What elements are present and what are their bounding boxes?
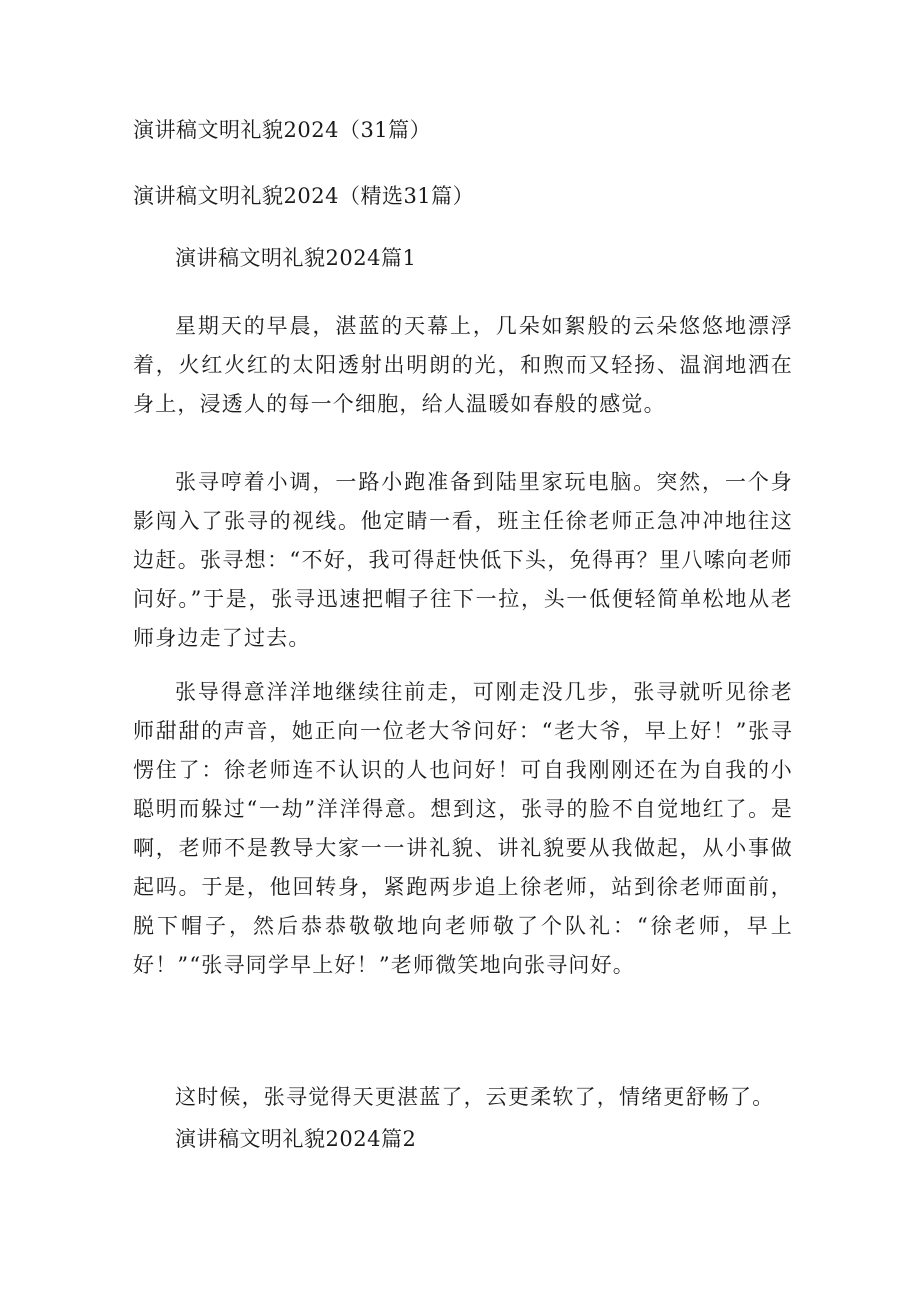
paragraph-4: 这时候，张寻觉得天更湛蓝了，云更柔软了，情绪更舒畅了。 [175, 1085, 775, 1109]
document-title: 演讲稿文明礼貌2024（31篇） [133, 118, 432, 142]
paragraph-1: 星期天的早晨，湛蓝的天幕上，几朵如絮般的云朵悠悠地漂浮着，火红火红的太阳透射出明朗的光，和煦而又轻扬、温润地洒在身上，浸透人的每一个细胞，给人温暖如春般的感觉。 [133, 314, 793, 416]
document-subtitle: 演讲稿文明礼貌2024（精选31篇） [133, 184, 475, 208]
section-heading-2: 演讲稿文明礼貌2024篇2 [175, 1127, 417, 1151]
section-heading-1: 演讲稿文明礼貌2024篇1 [175, 246, 417, 270]
paragraph-2: 张寻哼着小调，一路小跑准备到陆里家玩电脑。突然，一个身影闯入了张寻的视线。他定睛一看，班主任徐老师正急冲冲地往这边赶。张寻想：“不好，我可得赶快低下头，免得再？里八嗦向老师问好。”于是，张寻迅速把帽子往下一拉，头一低便轻简单松地从老师身边走了过去。 [133, 470, 793, 650]
paragraph-3: 张导得意洋洋地继续往前走，可刚走没几步，张寻就听见徐老师甜甜的声音，她正向一位老大爷问好：“老大爷，早上好！”张寻愣住了：徐老师连不认识的人也问好！可自我刚刚还在为自我的小聪明而躲过“一劫”洋洋得意。想到这，张寻的脸不自觉地红了。是啊，老师不是教导大家一一讲礼貌、讲礼貌要从我做起，从小事做起吗。于是，他回转身，紧跑两步追上徐老师，站到徐老师面前，脱下帽子，然后恭恭敬敬地向老师敬了个队礼：“徐老师，早上好！”“张寻同学早上好！”老师微笑地向张寻问好。 [133, 680, 793, 977]
